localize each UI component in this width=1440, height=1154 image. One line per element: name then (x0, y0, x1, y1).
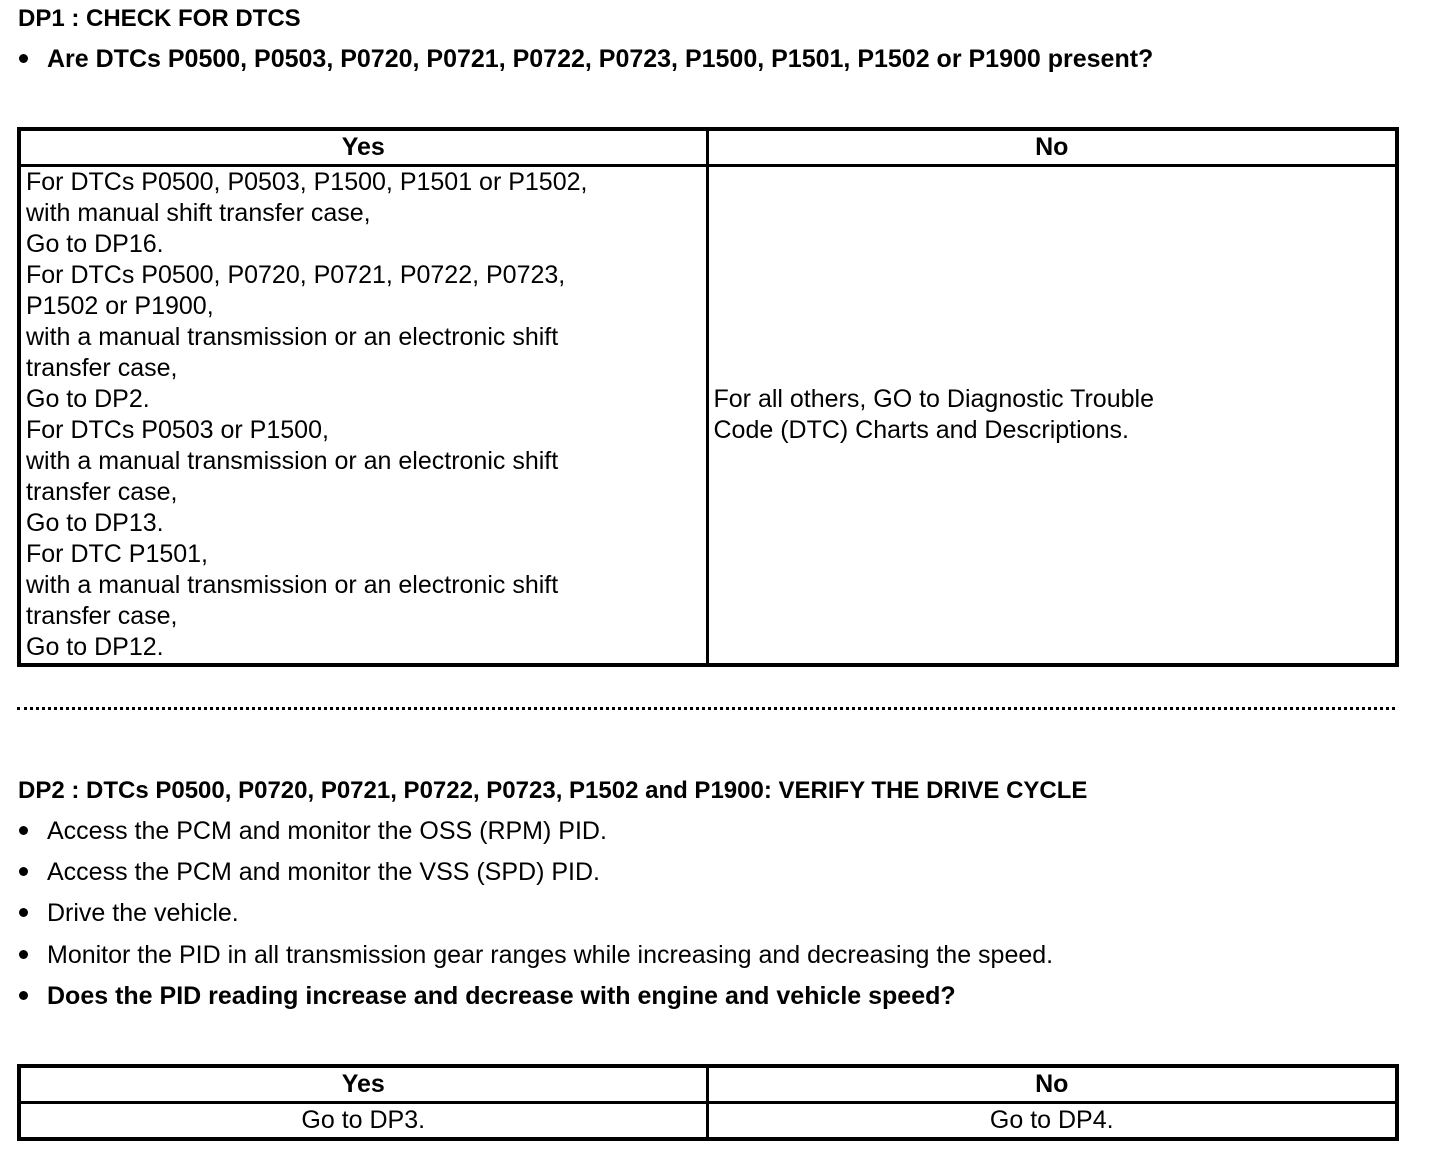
dp2-step (18, 940, 1053, 970)
bullet-icon (19, 54, 28, 63)
bullet-icon (19, 991, 28, 1000)
dp1-no-line: Code (DTC) Charts and Descriptions. (713, 416, 1129, 444)
dp1-yes-header: Yes (19, 129, 707, 166)
dp2-step-text: Drive the vehicle. (47, 899, 239, 927)
dp1-yes-line: with a manual transmission or an electronic shift (26, 447, 559, 475)
dp1-yes-line: For DTCs P0500, P0503, P1500, P1501 or P1502, (26, 168, 588, 196)
dp1-question-text: Are DTCs P0500, P0503, P0720, P0721, P0722, P0723, P1500, P1501, P1502 or P1900 present? (47, 45, 1154, 73)
dp1-yes-line: For DTCs P0500, P0720, P0721, P0722, P0723, (26, 261, 566, 289)
dp2-no-header: No (707, 1066, 1397, 1103)
dp1-yes-lines (26, 167, 701, 663)
dp1-yes-line: P1502 or P1900, (26, 292, 214, 320)
bullet-icon (19, 908, 28, 917)
bullet-icon (19, 950, 28, 959)
dp1-yes-cell (19, 166, 707, 666)
dp1-yes-line: Go to DP2. (26, 385, 150, 413)
dp2-step-text: Access the PCM and monitor the VSS (SPD) PID. (47, 858, 600, 886)
bullet-icon (19, 826, 28, 835)
dp1-yes-line: Go to DP12. (26, 633, 164, 661)
dp1-yes-line: transfer case, (26, 478, 178, 506)
dp1-yes-line: with manual shift transfer case, (26, 199, 371, 227)
dp1-no-line: For all others, GO to Diagnostic Trouble (713, 385, 1154, 413)
dp1-no-header: No (707, 129, 1397, 166)
dp1-yes-line: For DTC P1501, (26, 540, 209, 568)
dp1-yes-line: with a manual transmission or an electronic shift (26, 571, 559, 599)
dp2-question-text: Does the PID reading increase and decrease with engine and vehicle speed? (47, 982, 956, 1010)
dp2-step-text: Monitor the PID in all transmission gear ranges while increasing and decreasing the speed. (47, 941, 1054, 969)
dp2-step (18, 857, 600, 887)
dp1-question (18, 44, 1153, 74)
dp1-yes-line: with a manual transmission or an electronic shift (26, 323, 559, 351)
dp2-decision-table (17, 1064, 1399, 1141)
dp1-yes-line: Go to DP16. (26, 230, 164, 258)
dp2-heading: DP2 : DTCs P0500, P0720, P0721, P0722, P0723, P1502 and P1900: VERIFY THE DRIVE CYCLE (18, 777, 1088, 804)
dp1-yes-line: For DTCs P0503 or P1500, (26, 416, 329, 444)
dp1-no-lines (714, 384, 1391, 446)
dp2-yes-cell: Go to DP3. (19, 1103, 707, 1140)
dp2-step (18, 816, 607, 846)
dp2-step-text: Access the PCM and monitor the OSS (RPM) PID. (47, 817, 607, 845)
dp1-yes-line: transfer case, (26, 354, 178, 382)
dp1-decision-table (17, 127, 1399, 667)
section-divider (17, 707, 1395, 710)
dp2-step (18, 898, 239, 928)
dp1-heading: DP1 : CHECK FOR DTCS (18, 5, 301, 32)
dp1-yes-line: Go to DP13. (26, 509, 164, 537)
dp2-yes-header: Yes (19, 1066, 707, 1103)
dp1-yes-line: transfer case, (26, 602, 178, 630)
bullet-icon (19, 867, 28, 876)
dp2-question (18, 981, 956, 1011)
dp2-no-cell: Go to DP4. (707, 1103, 1397, 1140)
dp1-no-cell (707, 166, 1397, 666)
